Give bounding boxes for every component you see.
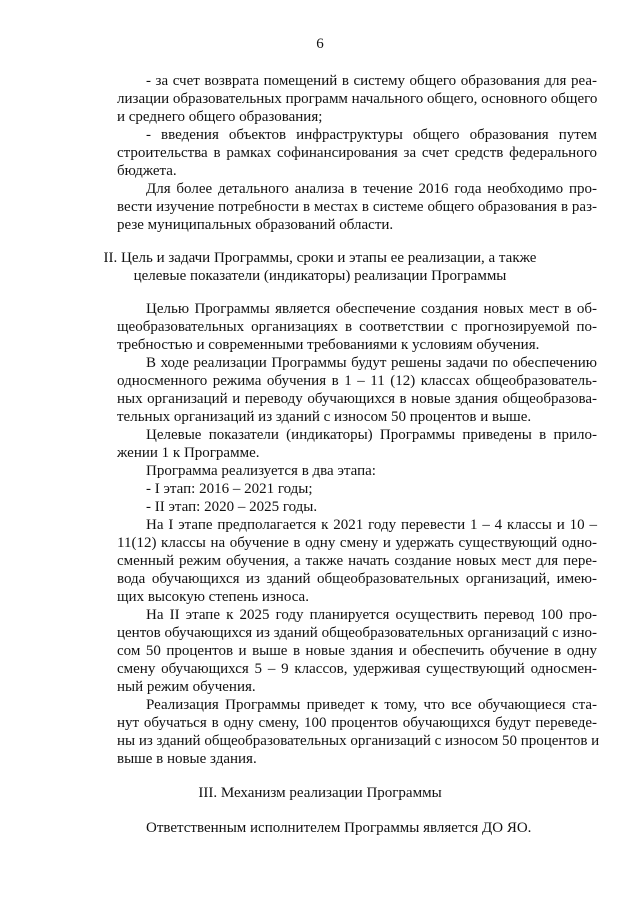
section-heading: III. Механизм реализации Программы bbox=[198, 785, 442, 801]
text-line: Целью Программы является обеспечение создания новых мест в об- bbox=[146, 301, 597, 317]
text-line: - за счет возврата помещений в систему общего образования для реа- bbox=[146, 73, 597, 89]
text-line: лизации образовательных программ начального общего, основного общего bbox=[117, 91, 598, 107]
text-line: и среднего общего образования; bbox=[117, 109, 323, 125]
text-line: Ответственным исполнителем Программы является ДО ЯО. bbox=[146, 820, 532, 836]
text-line: ный режим обучения. bbox=[117, 679, 256, 695]
text-line: смену обучающихся 5 – 9 классов, удерживая существующий односмен- bbox=[117, 661, 597, 677]
text-line: тельных организаций из зданий с износом 50 процентов и выше. bbox=[117, 409, 532, 425]
text-line: 11(12) классы на обучение в одну смену и удержать существующий одно- bbox=[117, 535, 597, 551]
text-line: вести изучение потребности в местах в системе общего образования в раз- bbox=[117, 199, 597, 215]
text-line: - I этап: 2016 – 2021 годы; bbox=[146, 481, 313, 497]
text-line: строительства в рамках софинансирования за счет средств федерального bbox=[117, 145, 597, 161]
text-line: ны из зданий общеобразовательных организаций с износом 50 процентов и bbox=[117, 733, 600, 749]
text-line: На II этапе к 2025 году планируется осуществить перевод 100 про- bbox=[146, 607, 597, 623]
text-line: сом 50 процентов и выше в новые здания и обеспечить обучение в одну bbox=[117, 643, 597, 659]
text-line: ных организаций и переводу обучающихся в новые здания общеобразова- bbox=[117, 391, 597, 407]
text-line: Для более детального анализа в течение 2016 года необходимо про- bbox=[146, 181, 597, 197]
section-heading: II. Цель и задачи Программы, сроки и этапы ее реализации, а также bbox=[103, 250, 537, 266]
text-line: центов обучающихся из зданий общеобразовательных организаций с изно- bbox=[117, 625, 597, 641]
text-line: - II этап: 2020 – 2025 годы. bbox=[146, 499, 318, 515]
text-line: вода обучающихся из зданий общеобразовательных организаций, имею- bbox=[117, 571, 597, 587]
text-line: сменный режим обучения, а также начать создание новых мест для пере- bbox=[117, 553, 597, 569]
text-line: бюджета. bbox=[117, 163, 177, 179]
page-number: 6 bbox=[316, 36, 324, 52]
text-line: Программа реализуется в два этапа: bbox=[146, 463, 376, 479]
text-line: требностью и современными требованиями к условиям обучения. bbox=[117, 337, 540, 353]
text-line: - введения объектов инфраструктуры общего образования путем bbox=[146, 127, 597, 143]
text-line: жении 1 к Программе. bbox=[117, 445, 260, 461]
text-line: щеобразовательных организациях в соответствии с прогнозируемой по- bbox=[117, 319, 597, 335]
text-line: Реализация Программы приведет к тому, что все обучающиеся ста- bbox=[146, 697, 597, 713]
text-line: В ходе реализации Программы будут решены задачи по обеспечению bbox=[146, 355, 597, 371]
text-line: щих высокую степень износа. bbox=[117, 589, 309, 605]
text-line: односменного режима обучения в 1 – 11 (12) классах общеобразователь- bbox=[117, 373, 597, 389]
text-line: На I этапе предполагается к 2021 году перевести 1 – 4 классы и 10 – bbox=[146, 517, 597, 533]
text-line: выше в новые здания. bbox=[117, 751, 257, 767]
text-line: резе муниципальных образований области. bbox=[117, 217, 394, 233]
section-heading: целевые показатели (индикаторы) реализации Программы bbox=[133, 268, 507, 284]
text-line: нут обучаться в одну смену, 100 процентов обучающихся будут переведе- bbox=[117, 715, 597, 731]
text-line: Целевые показатели (индикаторы) Программы приведены в прило- bbox=[146, 427, 597, 443]
